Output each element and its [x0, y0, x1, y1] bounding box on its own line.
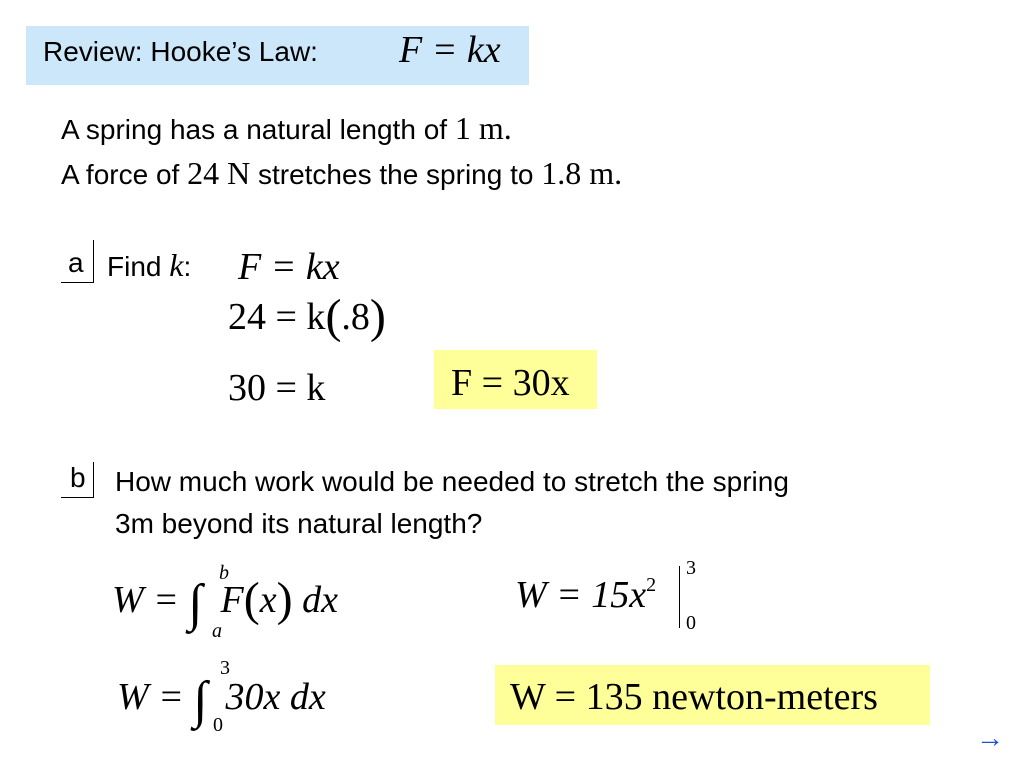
- intro-line-2: A force of 24 N stretches the spring to 1.8 m.: [61, 155, 623, 191]
- part-a-step-3: 30 = k: [228, 367, 326, 409]
- next-slide-arrow-icon[interactable]: →: [976, 722, 1004, 753]
- integral-lower-limit-0: 0: [213, 714, 223, 736]
- stretched-length-value: 1.8 m: [541, 155, 615, 191]
- part-b-question-line-2: 3m beyond its natural length?: [115, 508, 483, 539]
- natural-length-value: 1 m: [454, 110, 504, 146]
- part-a-step-2: 24 = k(.8): [228, 290, 386, 343]
- part-b-question-line-1: How much work would be needed to stretch the spring: [115, 466, 789, 497]
- intro-line-1: A spring has a natural length of 1 m.: [61, 110, 512, 146]
- work-integral-evaluated: W = ∫ 30x dx: [117, 672, 326, 729]
- force-value: 24 N: [187, 155, 251, 191]
- part-b-label: b: [70, 462, 86, 493]
- evaluation-lower-limit: 0: [686, 612, 696, 634]
- title-formula: F = kx: [399, 29, 501, 71]
- part-b-answer: W = 135 newton-meters: [510, 676, 878, 718]
- evaluation-bar: [679, 566, 680, 628]
- part-a-step-1: F = kx: [238, 246, 340, 288]
- integral-lower-limit-a: a: [212, 620, 222, 642]
- part-a-label: a: [68, 247, 84, 278]
- slide-title: Review: Hooke’s Law:: [43, 36, 318, 67]
- part-a-answer: F = 30x: [451, 362, 570, 404]
- evaluation-upper-limit: 3: [686, 557, 696, 579]
- integral-upper-limit-3: 3: [220, 657, 230, 679]
- part-a-prompt: Find k:: [107, 247, 192, 283]
- work-antiderivative: $W = 15x^2$: [515, 574, 657, 616]
- integral-upper-limit-b: b: [219, 562, 229, 584]
- work-integral-definition: W = ∫ F(x) dx: [112, 573, 338, 632]
